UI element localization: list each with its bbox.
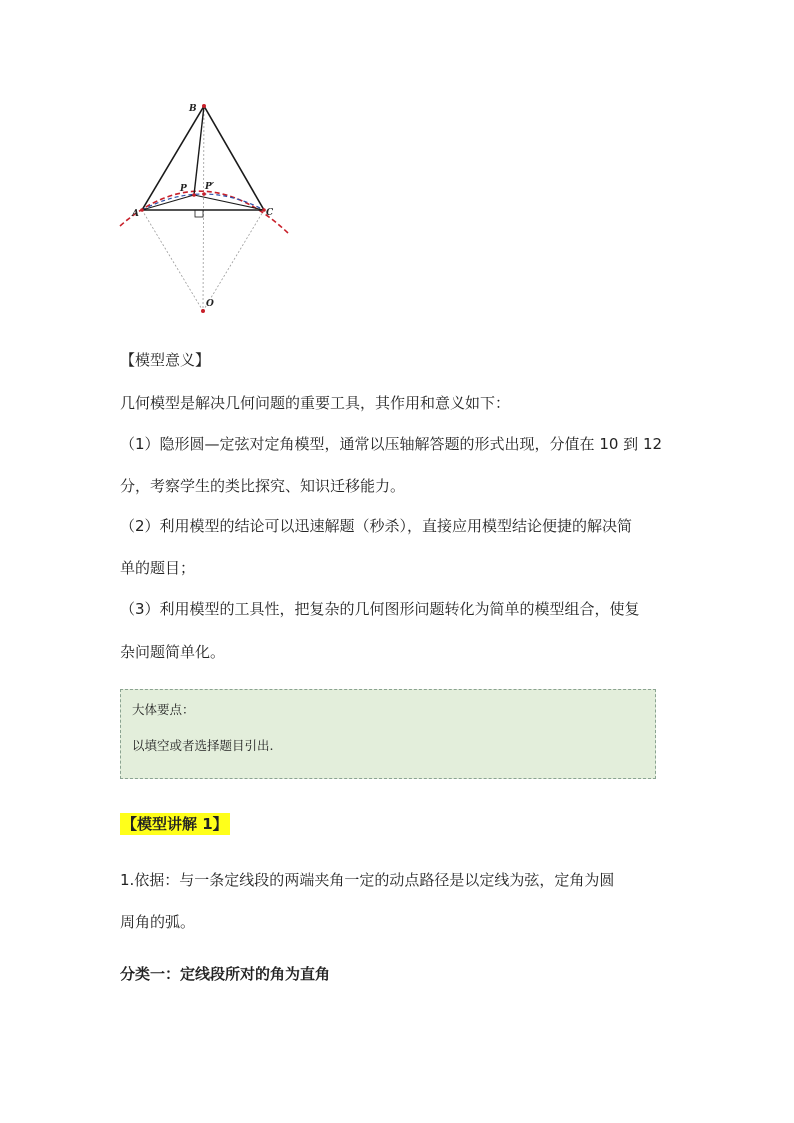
meaning-title: 【模型意义】 — [120, 351, 211, 369]
segment-co — [203, 210, 264, 311]
segment-bo — [203, 106, 204, 311]
blue-arc — [142, 194, 264, 210]
figure-svg — [118, 98, 298, 320]
basis-line2: 周角的弧。 — [120, 913, 196, 931]
label-b: B — [189, 104, 197, 114]
label-p-prime: P′ — [205, 182, 215, 192]
point-o — [201, 309, 205, 313]
intro-text: 几何模型是解决几何问题的重要工具，其作用和意义如下： — [120, 394, 511, 412]
point-a — [140, 208, 144, 212]
point-p — [192, 193, 196, 197]
key-points-body: 以填空或者选择题目引出. — [132, 738, 274, 753]
lesson-title — [120, 814, 230, 834]
key-points-box — [120, 689, 656, 779]
category1-heading: 分类一：定线段所对的角为直角 — [120, 965, 331, 983]
label-o: O — [206, 299, 214, 309]
label-c: C — [266, 208, 274, 218]
item3-line1: （3）利用模型的工具性，把复杂的几何图形问题转化为简单的模型组合，使复 — [120, 600, 640, 618]
basis-line1: 1.依据：与一条定线段的两端夹角一定的动点路径是以定线为弦，定角为圆 — [120, 871, 615, 889]
item2-line2: 单的题目； — [120, 559, 196, 577]
item1-line2: 分，考察学生的类比探究、知识迁移能力。 — [120, 477, 406, 495]
segment-pc — [194, 195, 264, 210]
point-b — [202, 104, 206, 108]
point-p-prime — [202, 192, 206, 196]
item3-line2: 杂问题简单化。 — [120, 643, 226, 661]
item2-line1: （2）利用模型的结论可以迅速解题（秒杀），直接应用模型结论便捷的解决简 — [120, 517, 633, 535]
geometry-figure — [118, 98, 298, 320]
right-angle-mark — [195, 210, 203, 217]
label-a: A — [132, 209, 139, 219]
label-p: P — [180, 184, 187, 194]
item1-line1: （1）隐形圆—定弦对定角模型，通常以压轴解答题的形式出现，分值在 10 到 12 — [120, 435, 663, 453]
key-points-title: 大体要点： — [132, 702, 195, 717]
segment-ao — [142, 210, 203, 311]
lesson-title-highlight: 【模型讲解 1】 — [122, 815, 228, 833]
